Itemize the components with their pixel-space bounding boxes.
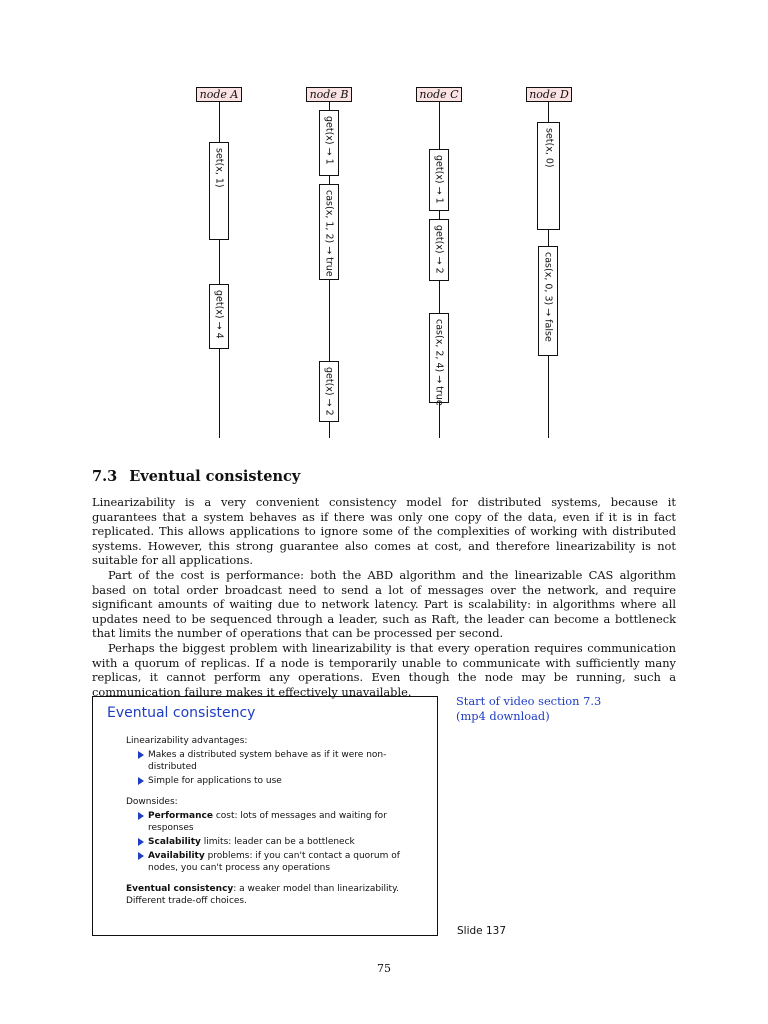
operation-box: set(x, 1)	[209, 142, 229, 240]
list-item: Availability problems: if you can't contact a quorum of nodes, you can't process any operations	[138, 850, 426, 874]
video-links	[456, 694, 601, 723]
list-item: Simple for applications to use	[138, 775, 426, 787]
operation-box: get(x) → 2	[429, 219, 449, 281]
node-a-label: node A	[196, 87, 242, 102]
slide-number: Slide 137	[457, 925, 507, 937]
advantages-list	[126, 749, 426, 787]
video-section-link[interactable]: Start of video section 7.3	[456, 694, 602, 708]
advantages-heading: Linearizability advantages:	[126, 736, 248, 746]
node-d-label: node D	[526, 87, 572, 102]
operation-box: get(x) → 4	[209, 284, 229, 349]
list-item: Scalability limits: leader can be a bottleneck	[138, 836, 426, 848]
slide-conclusion: Eventual consistency: a weaker model than linearizability. Different trade-off choices.	[126, 884, 399, 906]
section-heading	[92, 468, 300, 485]
downsides-heading: Downsides:	[126, 797, 178, 807]
list-item: Performance cost: lots of messages and waiting for responses	[138, 810, 426, 834]
mp4-download-link[interactable]: (mp4 download)	[456, 708, 550, 723]
paragraph: Perhaps the biggest problem with linearizability is that every operation requires communication with a quorum of replicas. If a node is temporarily unable to communicate with sufficiently many replicas, it cannot perform any operations. Even though the node may be running, such a communication failure makes it effectively unavailable.	[92, 640, 676, 699]
operation-box: set(x, 0)	[537, 122, 560, 230]
node-b-label: node B	[306, 87, 352, 102]
operation-box: get(x) → 1	[429, 149, 449, 211]
section-title: Eventual consistency	[129, 468, 301, 485]
section-body	[92, 495, 676, 699]
downsides-list	[126, 810, 426, 874]
list-item: Makes a distributed system behave as if it were non-distributed	[138, 749, 426, 773]
operation-box: cas(x, 1, 2) → true	[319, 184, 339, 280]
operation-box: cas(x, 2, 4) → true	[429, 313, 449, 403]
paragraph: Part of the cost is performance: both the ABD algorithm and the linearizable CAS algorithm based on total order broadcast need to send a lot of messages over the network, and require significant amounts of waiting due to network latency. Part is scalability: in algorithms where all updates need to be sequenced through a leader, such as Raft, the leader can become a bottleneck that limits the number of operations that can be processed per second.	[92, 567, 676, 641]
page-number: 75	[377, 962, 391, 975]
paragraph: Linearizability is a very convenient consistency model for distributed systems, because it guarantees that a system behaves as if there was only one copy of the data, even if it is in fact replicated. This allows applications to ignore some of the complexities of working with distributed systems. However, this strong guarantee also comes at cost, and therefore linearizability is not suitable for all applications.	[92, 495, 676, 568]
operation-box: cas(x, 0, 3) → false	[538, 246, 558, 356]
slide-body	[126, 735, 426, 907]
node-c-label: node C	[416, 87, 462, 102]
section-number: 7.3	[92, 468, 118, 485]
slide-title: Eventual consistency	[107, 705, 256, 721]
operation-box: get(x) → 2	[319, 361, 339, 422]
lecture-slide	[92, 696, 438, 936]
operation-box: get(x) → 1	[319, 110, 339, 176]
